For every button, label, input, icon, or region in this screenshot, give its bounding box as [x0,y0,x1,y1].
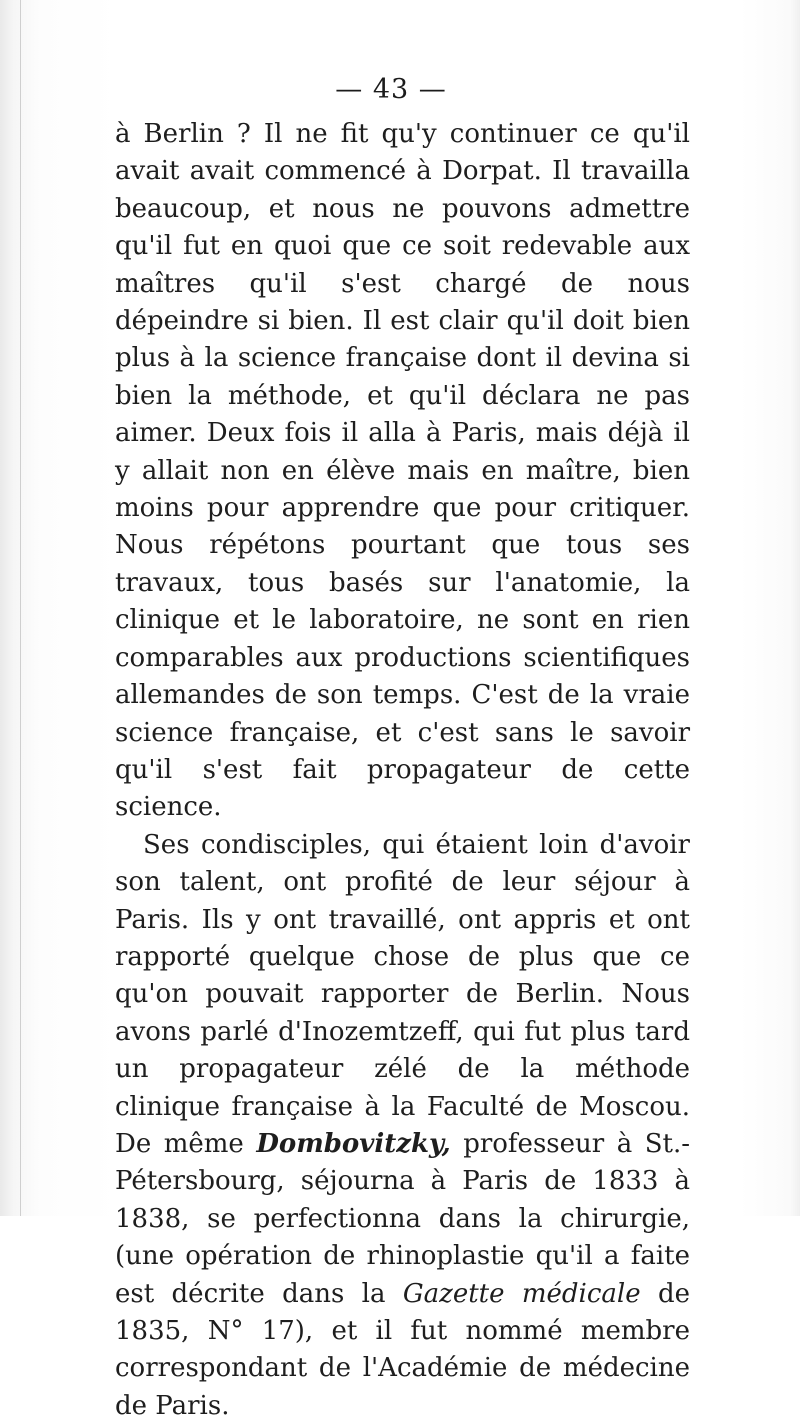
page-number: — 43 — [335,74,447,105]
paragraph-1: à Berlin ? Il ne fit qu'y continuer ce qu'il avait avait commencé à Dorpat. Il travailla beaucoup, et nous ne pouvons admettre qu'il fut en quoi que ce soit redevable aux maîtres qu'il s'est chargé de nous dépeindre si bien. Il est clair qu'il doit bien plus à la science française dont il devina si bien la méthode, et qu'il déclara ne pas aimer. Deux fois il alla à Paris, mais déjà il y allait non en élève mais en maître, bien moins pour apprendre que pour critiquer. Nous répétons pourtant que tous ses travaux, tous basés sur l'anatomie, la clinique et le laboratoire, ne sont en rien comparables aux productions scientifiques allemandes de son temps. C'est de la vraie science française, et c'est sans le savoir qu'il s'est fait propagateur de cette science. [115,119,690,823]
paragraph-2 [115,827,690,1425]
journal-title-gazette-medicale: Gazette médicale [402,1278,641,1309]
paragraph-2-part-3: de 1835, N° 17), et il fut nommé membre correspondant de l'Académie de médecine de Paris. [115,1278,690,1421]
person-name-dombovitzky: Dombovitzky, [256,1128,451,1159]
paragraph-2-part-1: Ses condisciples, qui étaient loin d'avoir son talent, ont profité de leur séjour à Paris. Ils y ont travaillé, ont appris et ont rapporté quelque chose de plus que ce qu'on pouvait rapporter de Berlin. Nous avons parlé d'Inozemtzeff, qui fut plus tard un propagateur zélé de la méthode clinique française à la Faculté de Moscou. De même [115,829,690,1159]
page-edge-shadow [20,0,21,1216]
body-text [115,116,690,1425]
paragraph-2-part-2: professeur à St.-Pétersbourg, séjourna à Paris de 1833 à 1838, se perfectionna dans la chirurgie, (une opération de rhinoplastie qu'il a faite est décrite dans la [115,1128,691,1309]
